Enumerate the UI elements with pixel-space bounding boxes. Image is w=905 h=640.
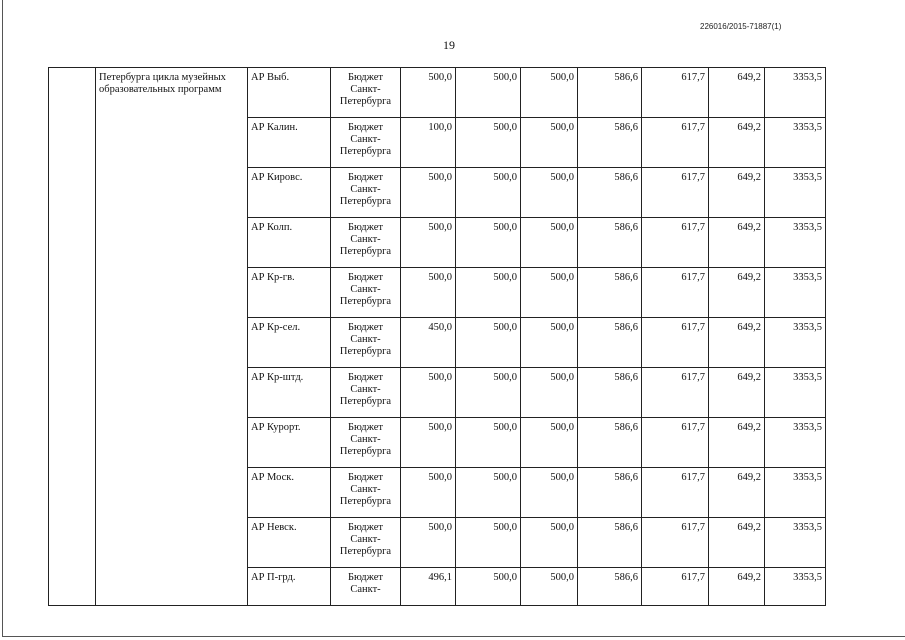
value-col-5: 617,7 [642,168,709,218]
value-col-1: 100,0 [401,118,456,168]
value-col-2: 500,0 [456,318,521,368]
value-col-3: 500,0 [521,168,578,218]
value-col-6: 649,2 [709,118,765,168]
value-col-5: 617,7 [642,218,709,268]
value-col-1: 500,0 [401,168,456,218]
district-cell: АР Кр-штд. [248,368,331,418]
page-border-bottom [2,636,905,637]
funding-source-cell: Бюджет Санкт-Петербурга [331,118,401,168]
funding-source-cell: Бюджет Санкт-Петербурга [331,318,401,368]
total-value: 3353,5 [765,118,826,168]
value-col-2: 500,0 [456,118,521,168]
value-col-2: 500,0 [456,568,521,606]
value-col-6: 649,2 [709,518,765,568]
total-value: 3353,5 [765,318,826,368]
document-id: 226016/2015-71887(1) [700,22,782,31]
table-body [49,68,826,606]
value-col-2: 500,0 [456,168,521,218]
total-value: 3353,5 [765,468,826,518]
value-col-4: 586,6 [578,418,642,468]
value-col-3: 500,0 [521,218,578,268]
value-col-4: 586,6 [578,318,642,368]
total-value: 3353,5 [765,168,826,218]
value-col-1: 500,0 [401,368,456,418]
total-value: 3353,5 [765,518,826,568]
district-cell: АР Калин. [248,118,331,168]
value-col-6: 649,2 [709,418,765,468]
district-cell: АР Моск. [248,468,331,518]
value-col-3: 500,0 [521,518,578,568]
district-cell: АР Курорт. [248,418,331,468]
value-col-2: 500,0 [456,418,521,468]
value-col-6: 649,2 [709,268,765,318]
district-cell: АР Кр-гв. [248,268,331,318]
table-row [49,68,826,118]
district-cell: АР Кр-сел. [248,318,331,368]
value-col-5: 617,7 [642,568,709,606]
district-cell: АР Кировс. [248,168,331,218]
value-col-2: 500,0 [456,218,521,268]
value-col-6: 649,2 [709,368,765,418]
value-col-4: 586,6 [578,118,642,168]
funding-source-cell: Бюджет Санкт-Петербурга [331,68,401,118]
value-col-1: 500,0 [401,418,456,468]
value-col-4: 586,6 [578,568,642,606]
value-col-3: 500,0 [521,68,578,118]
value-col-2: 500,0 [456,68,521,118]
value-col-1: 500,0 [401,268,456,318]
funding-source-cell: Бюджет Санкт-Петербурга [331,218,401,268]
value-col-1: 500,0 [401,68,456,118]
value-col-1: 500,0 [401,468,456,518]
value-col-5: 617,7 [642,418,709,468]
total-value: 3353,5 [765,268,826,318]
value-col-4: 586,6 [578,518,642,568]
value-col-1: 496,1 [401,568,456,606]
total-value: 3353,5 [765,68,826,118]
total-value: 3353,5 [765,368,826,418]
district-cell: АР Невск. [248,518,331,568]
funding-source-cell: Бюджет Санкт-Петербурга [331,268,401,318]
value-col-1: 450,0 [401,318,456,368]
page-number: 19 [443,38,455,52]
value-col-6: 649,2 [709,218,765,268]
value-col-6: 649,2 [709,568,765,606]
value-col-3: 500,0 [521,368,578,418]
value-col-4: 586,6 [578,368,642,418]
value-col-3: 500,0 [521,118,578,168]
funding-source-cell: Бюджет Санкт-Петербурга [331,518,401,568]
funding-source-cell: Бюджет Санкт-Петербурга [331,368,401,418]
total-value: 3353,5 [765,418,826,468]
funding-source-cell: Бюджет Санкт- [331,568,401,606]
value-col-1: 500,0 [401,518,456,568]
value-col-5: 617,7 [642,368,709,418]
value-col-4: 586,6 [578,468,642,518]
funding-source-cell: Бюджет Санкт-Петербурга [331,168,401,218]
value-col-1: 500,0 [401,218,456,268]
value-col-3: 500,0 [521,568,578,606]
value-col-6: 649,2 [709,468,765,518]
budget-table [48,67,826,606]
value-col-4: 586,6 [578,268,642,318]
funding-source-cell: Бюджет Санкт-Петербурга [331,418,401,468]
value-col-3: 500,0 [521,468,578,518]
value-col-6: 649,2 [709,318,765,368]
index-cell [49,68,96,606]
district-cell: АР П-грд. [248,568,331,606]
total-value: 3353,5 [765,218,826,268]
value-col-5: 617,7 [642,468,709,518]
page-border-left [2,0,3,636]
district-cell: АР Колп. [248,218,331,268]
value-col-3: 500,0 [521,268,578,318]
value-col-6: 649,2 [709,68,765,118]
value-col-3: 500,0 [521,318,578,368]
value-col-5: 617,7 [642,118,709,168]
value-col-2: 500,0 [456,518,521,568]
total-value: 3353,5 [765,568,826,606]
value-col-2: 500,0 [456,268,521,318]
value-col-5: 617,7 [642,268,709,318]
value-col-4: 586,6 [578,218,642,268]
value-col-5: 617,7 [642,68,709,118]
activity-description-cell: Петербурга цикла музейных образовательных программ [96,68,248,606]
value-col-5: 617,7 [642,318,709,368]
value-col-4: 586,6 [578,168,642,218]
value-col-4: 586,6 [578,68,642,118]
value-col-2: 500,0 [456,368,521,418]
value-col-3: 500,0 [521,418,578,468]
funding-source-cell: Бюджет Санкт-Петербурга [331,468,401,518]
value-col-6: 649,2 [709,168,765,218]
value-col-2: 500,0 [456,468,521,518]
value-col-5: 617,7 [642,518,709,568]
district-cell: АР Выб. [248,68,331,118]
